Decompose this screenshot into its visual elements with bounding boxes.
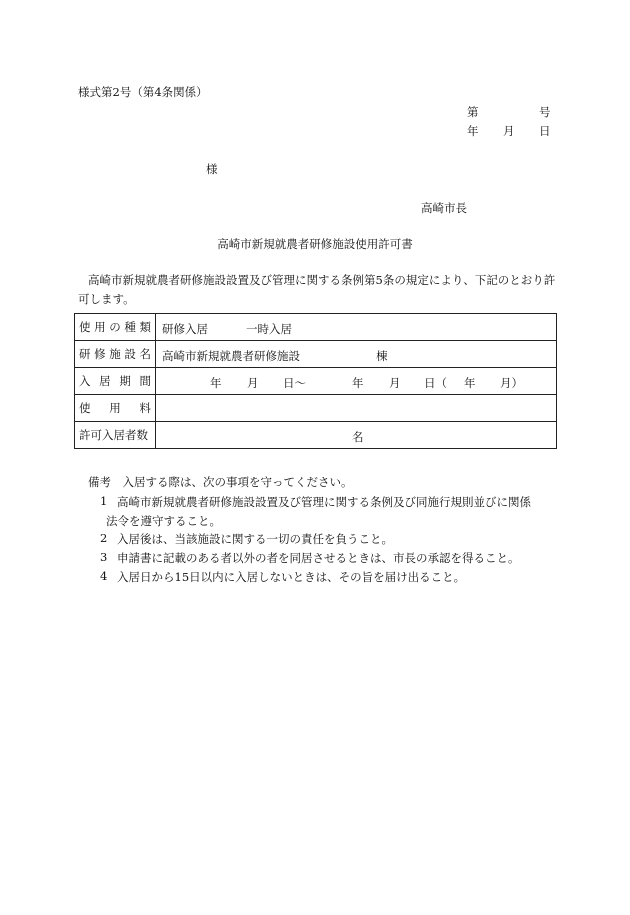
number-go: 号 — [539, 105, 551, 119]
facility-name-value: 高崎市新規就農者研修施設 — [162, 349, 300, 363]
permit-details-table — [74, 313, 557, 449]
table-row-usage-fee — [75, 395, 557, 422]
residents-unit: 名 — [352, 430, 364, 444]
label-permitted-residents: 許可入居者数 — [79, 428, 148, 442]
date-month: 月 — [503, 124, 515, 138]
remarks-heading: 備考 入居する際は、次の事項を守ってください。 — [88, 475, 353, 489]
number-dai: 第 — [467, 105, 479, 119]
issuer-name: 高崎市長 — [421, 201, 467, 215]
body-text: 高崎市新規就農者研修施設設置及び管理に関する条例第5条の規定により、下記のとおり許可します。 — [78, 273, 556, 306]
table-row-permitted-residents — [75, 422, 557, 449]
table-row-residence-period — [75, 368, 557, 395]
label-facility-name: 研 修 施 設 名 — [79, 347, 151, 361]
form-number-label: 様式第2号（第4条関係） — [78, 85, 208, 99]
option-training-residence: 研修入居 — [162, 322, 208, 336]
building-unit: 棟 — [376, 349, 388, 363]
residence-period-value: 年 月 日〜 年 月 日（ 年 月） — [210, 376, 523, 390]
label-residence-period: 入 居 期 間 — [79, 374, 151, 388]
date-year: 年 — [467, 124, 479, 138]
date-day: 日 — [539, 124, 551, 138]
table-row-usage-type — [75, 314, 557, 341]
option-temporary-residence: 一時入居 — [246, 322, 292, 336]
addressee-suffix: 様 — [206, 162, 218, 176]
table-row-facility-name — [75, 341, 557, 368]
label-usage-fee: 使 用 料 — [79, 401, 151, 415]
document-title: 高崎市新規就農者研修施設使用許可書 — [217, 237, 413, 251]
label-usage-type: 使 用 の 種 類 — [79, 320, 151, 334]
remark-item-continuation: 法令を遵守すること。 — [106, 514, 221, 528]
usage-fee-value — [156, 395, 557, 422]
